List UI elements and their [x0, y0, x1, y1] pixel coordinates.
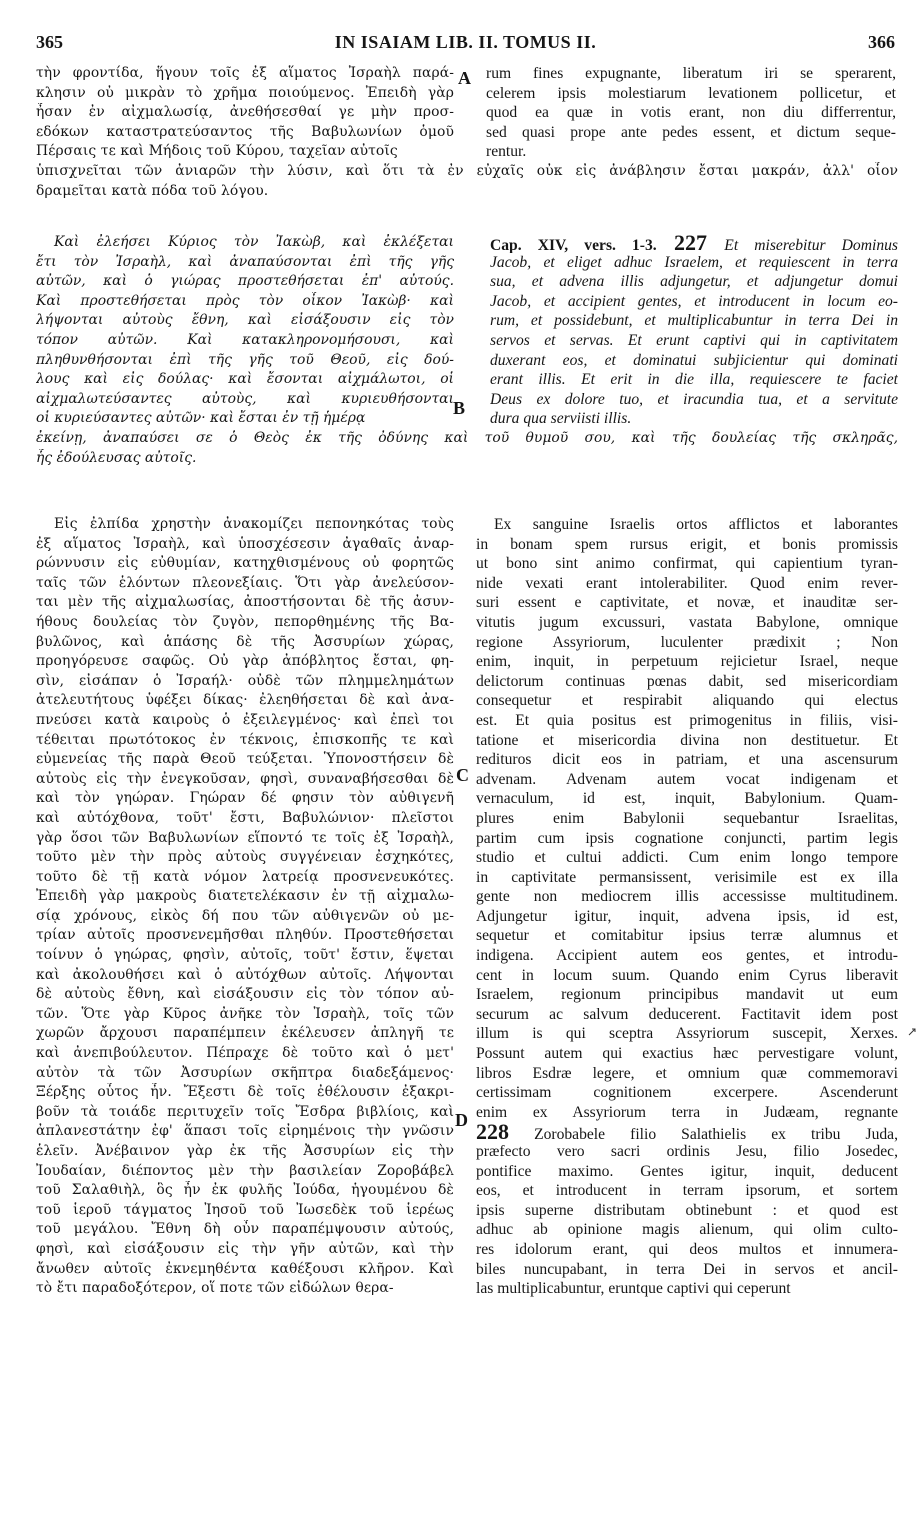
- text-line: καὶ ἀκολουθήσει καὶ ὁ αὐτόχθων αὐτοῖς. Λήψονται: [36, 966, 454, 983]
- text-line: duxerant eos, et dominatui subjicientur qui dominati: [490, 351, 898, 369]
- text-line: in bonam spem rursus erigit, et bonis promissis: [476, 535, 898, 553]
- text-line: Ex sanguine Israelis ortos afflictos et laborantes: [494, 516, 898, 533]
- text-line: delictorum continuas pœnas dabit, sed misericordiam: [476, 672, 898, 690]
- s3-latin-commentary: [476, 515, 898, 1299]
- text-line: αὐτὸν τὰ τῶν Ἀσσυρίων σκῆπτρα διαδεξάμενος·: [36, 1064, 454, 1081]
- text-line: ἐξ αἵματος Ἰσραὴλ, καὶ ὑποσχέσεσιν ἀγαθαῖς ἀναρ-: [36, 535, 454, 552]
- text-line: Jacob, et eliget adhuc Israelem, et requiescent in terra: [490, 253, 898, 271]
- text-line: βοῦν τὰ τοιάδε περιτυχεῖν τοῖς Ἔσδρα βιβλίοις, καὶ: [36, 1103, 454, 1120]
- text-line: vernaculum, id est, inquit, Babylonium. Quam-: [476, 790, 898, 808]
- page-number-right: 366: [868, 32, 895, 52]
- text-line: Deus ex dolore tuo, et iracundia tua, et a servitute: [490, 390, 898, 408]
- text-line: χωρῶν ἄρχουσι παραπέμπειν ἐκέλευσεν ἀπληγῆ τε: [36, 1025, 454, 1042]
- text-line: δραμεῖται κατὰ πόδα τοῦ λόγου.: [36, 182, 269, 199]
- text-line: αὐτῶν, καὶ ὁ γιώρας προστεθήσεται ἐπ' αὐτούς.: [36, 273, 454, 290]
- text-line: securum ac salvum deducerent. Factitavit idem post: [476, 1005, 898, 1023]
- text-line: Ἰουδαίαν, διέποντος μὲν τὴν βασιλείαν Ζοροβάβελ: [36, 1162, 454, 1179]
- text-line: γὰρ ὅσοι τῶν Βαβυλωνίων εἵποντό τε τοῖς ἐξ Ἰσραὴλ,: [36, 829, 454, 846]
- margin-marker-d: D: [455, 1110, 468, 1130]
- text-line: libros Esdræ legere, et omnium quæ commemoravi: [476, 1064, 898, 1082]
- text-line: καὶ αὐτόχθονα, τοῦτ' ἔστι, Βαβυλώνιον· πλεῖστοι: [36, 809, 454, 826]
- text-line: καὶ τὸν γηώραν. Γηώραν δέ φησιν τὸν αὐθιγενῆ: [36, 790, 454, 807]
- text-line: tatione et misericordia divina non destituetur. Et: [476, 731, 898, 749]
- text-line: Ἐπειδὴ γὰρ μακροὺς διατετελέκασιν ἐν τῇ αἰχμαλω-: [36, 888, 454, 905]
- text-line: δὲ αὐτοὺς ἔθνη, καὶ εἰσάξουσιν εἰς τὸν τόπον αὐ-: [36, 986, 454, 1003]
- text-line: λήψονται αὐτοὺς ἔθνη, καὶ εἰσάξουσιν εἰς τὸν: [36, 312, 454, 329]
- text-line: φησὶ, καὶ εἰσάξουσιν εἰς τὴν γῆν αὐτῶν, καὶ τὴν: [36, 1240, 454, 1257]
- page-ref-228: 228: [476, 1122, 509, 1142]
- text-line: τοῦτο μὲν τὴν πρὸς αὐτοὺς συγγένειαν ἐσχηκότες,: [36, 849, 454, 866]
- text-line: gente non mediocrem illis accessisse multitudinem.: [476, 888, 898, 906]
- text-line: Καὶ προστεθήσεται πρὸς τὸν οἶκον Ἰακὼβ· καὶ: [36, 292, 454, 309]
- text-line: τὴν φροντίδα, ἥγουν τοῖς ἐξ αἵματος Ἰσραὴλ παρά-: [36, 65, 454, 81]
- text-line: κλησιν οὐ μικρὰν τὸ χρῆμα ποιούμενος. Ἐπειδὴ γὰρ: [36, 84, 454, 101]
- running-header: [36, 32, 895, 56]
- text-line: celerem ipsis molestiarum levationem pollicetur, et: [486, 84, 896, 102]
- text-line: certissimam cognitionem excerpere. Ascenderunt: [476, 1084, 898, 1102]
- chapter-verse-label: Cap. XIV, vers. 1-3.: [490, 237, 657, 253]
- text-line: σίᾳ χρόνους, εἰκὸς δή που τῶν αὐθιγενῶν οὐ με-: [36, 907, 454, 924]
- text-line: αὐτοὺς εἰς τὴν ἐνεγκοῦσαν, φησὶ, συναναβήσεσθαι δὲ: [36, 770, 454, 787]
- text-line: καὶ ἀνεπιβούλευτον. Πέπραχε δὲ τοῦτο καὶ ὁ μετ': [36, 1045, 454, 1062]
- text-line: Ξέρξης οὗτος ἦν. Ἔξεστι δὲ τοῖς ἐθέλουσιν ἐξακρι-: [36, 1084, 454, 1101]
- text-line: ρώννυσιν εἰς εὐθυμίαν, κατηχθισμένους οὐ φορητῶς: [36, 555, 454, 572]
- text-line: ήθους δουλείας τὸν ζυγὸν, πεπορθημένης τῆς Βα-: [36, 613, 454, 630]
- margin-marker-b: B: [453, 398, 466, 418]
- text-line: ipsis superne distributam obtinebunt : et quod est: [476, 1201, 898, 1219]
- text-line: τοῦ Σαλαθιὴλ, ὃς ἦν ἐκ φυλῆς Ἰούδα, ἡγουμένου δὲ: [36, 1182, 454, 1199]
- text-line: præfecto vero sacri ordinis Jesu, filio Josedec,: [476, 1143, 898, 1160]
- text-line: οἱ κυριεύσαντες αὐτῶν· καὶ ἔσται ἐν τῇ ἡμέρᾳ: [36, 410, 366, 427]
- text-line: αἰχμαλωτεύσαντες αὐτοὺς, καὶ κυριευθήσονται: [36, 390, 454, 407]
- s2-latin-lemma-column: [490, 233, 898, 429]
- s2-latin-body: [490, 253, 898, 429]
- text-line: πληθυνθήσονται ἐπὶ τῆς γῆς τοῦ Θεοῦ, εἰς δού-: [36, 351, 454, 368]
- text-line: τοῦ ἱεροῦ τάγματος Ἰησοῦ τοῦ Ἰωσεδὲκ τοῦ ἱερέως: [36, 1201, 454, 1218]
- text-line: ἔτι τὸν Ἰσραὴλ, καὶ ἀναπαύσονται ἐπὶ τῆς γῆς: [36, 253, 454, 270]
- text-line: εδόκων καταστρατεύσαντος τῆς Βαβυλωνίων ὁμοῦ: [36, 123, 454, 140]
- text-line: εὐμενείας τῆς παρὰ Θεοῦ τεύξεται. Ὑπονοστήσειν δὲ: [36, 751, 454, 768]
- text-line: ὑπισχνεῖται τῶν ἀνιαρῶν τὴν λύσιν, καὶ ὅτι τὰ ἐν εὐχαῖς οὐκ εἰς ἀνάβλησιν ἔσται μακράν, ἀλλ' οἷον: [36, 163, 898, 179]
- text-line: Adjungetur igitur, inquit, advena ipsis, id est,: [476, 907, 898, 925]
- text-line: rum, et possidebunt, et multiplicabuntur in terra Dei in: [490, 312, 898, 330]
- text-line: ἀπλανεστάτην ἐφ' ἅπασι τοῖς εἰρημένοις τὴν γνῶσιν: [36, 1123, 454, 1140]
- page-number-left: 365: [36, 32, 63, 52]
- text-line: τέθειται πρωτότοκος ἐν τέκνοις, ἐπισκοπῆς τε καὶ: [36, 731, 454, 748]
- text-line: τρίαν αὐτοῖς προσνενεμῆσθαι πληθύν. Προστεθήσεται: [36, 927, 454, 944]
- text-line: adhuc ab opinione magis alienum, qui olim culto-: [476, 1221, 898, 1239]
- text-line: sed quasi prope ante pedes essent, et dictum seque-: [486, 123, 896, 141]
- text-line: πνεύσει κατὰ καιροὺς ὁ ἐξειλεγμένος· καὶ ἐπεὶ τοι: [36, 711, 454, 728]
- text-line: res idolorum erant, qui deos multos et innumera-: [476, 1240, 898, 1258]
- running-title: IN ISAIAM LIB. II. TOMUS II.: [334, 32, 597, 52]
- text-line: las multiplicabuntur, eruntque captivi qui ceperunt: [476, 1280, 791, 1298]
- text-line: Israelem, regionum principibus mandavit ut eum: [476, 986, 898, 1004]
- text-line: τοῦτο δὲ τῇ κατὰ νόμον λατρείᾳ προσνενευκότες.: [36, 868, 454, 885]
- text-line: ἐκείνῃ, ἀναπαύσει σε ὁ Θεὸς ἐκ τῆς ὀδύνης καὶ τοῦ θυμοῦ σου, καὶ τῆς δουλείας τῆς σκληρᾶς,: [36, 430, 898, 446]
- text-line: enim ex Assyriorum terra in Judæam, regnante: [476, 1103, 898, 1121]
- text-line: τοίνυν ὁ γηώρας, φησὶν, αὐτοῖς, τοῦτ' ἔστιν, ἕψεται: [36, 947, 454, 964]
- text-line: in captivitate permansissent, verisimile est ex illa: [476, 868, 898, 886]
- text-line: Πέρσαις τε καὶ Μήδοις τοῦ Κύρου, ταχεῖαν αὐτοῖς: [36, 143, 398, 160]
- text-line: biles nuncupabant, in terra Dei in servos et ancil-: [476, 1260, 898, 1278]
- s1-greek-column: [36, 64, 454, 162]
- text-line: vitutis jugum excussuri, vastata Babylone, omnique: [476, 613, 898, 631]
- text-line: rentur.: [486, 143, 527, 161]
- text-line: illum is qui sceptra Assyriorum suscepit, Xerxes.: [476, 1025, 898, 1043]
- text-line: Jacob, et accipient gentes, et introducent in locum eo-: [490, 292, 898, 310]
- text-line: ἑλεῖν. Ἀνέβαινον γὰρ ἐκ τῆς Ἀσσυρίων εἰς τὴν: [36, 1143, 454, 1159]
- text-line: τόπον αὐτῶν. Καὶ κατακληρονομήσουσι, καὶ: [36, 331, 454, 348]
- text-line: sequetur et comitabitur ipsius terræ alumnus et: [476, 927, 898, 945]
- text-line: Εἰς ἐλπίδα χρηστὴν ἀνακομίζει πεπονηκότας τοὺς: [54, 516, 454, 532]
- text-line: partim cum ipsis cognatione conjuncti, partim legis: [476, 829, 898, 847]
- text-line: Possunt autem qui exactius hæc pervestigare volunt,: [476, 1045, 898, 1063]
- s2-full-width-greek: [36, 429, 898, 468]
- text-line: προηγόρευσε σαφῶς. Οὐ γὰρ ἀπόβλητος ἔσται, φη-: [36, 653, 454, 670]
- text-line: τοῦ μεγάλου. Ἔθνη δὴ οὖν παραπέμψουσιν αὐτούς,: [36, 1221, 454, 1238]
- text-line: ἦσαν ἐν αἰχμαλωσίᾳ, ἀνεθήσεσθαί γε μὴν προσ-: [36, 104, 454, 121]
- s3-greek-commentary: [36, 515, 454, 1299]
- text-line: erant illis. Et erit in die illa, requiescere te faciet: [490, 371, 898, 389]
- text-line: eos, et introducent in terram ipsorum, et sortem: [476, 1182, 898, 1200]
- text-line: sua, et advena illis adjungetur, et adjungetur domui: [490, 273, 898, 291]
- text-line: servos et servas. Et erunt captivi qui in captivitatem: [490, 331, 898, 349]
- text-line: ἧς ἐδούλευσας αὐτοῖς.: [36, 449, 197, 466]
- cap-heading-line: [490, 233, 898, 253]
- text-line: cent in locum suum. Quando enim Cyrus liberavit: [476, 966, 898, 984]
- text-line: τῶν. Ὅτε γὰρ Κῦρος ἀνῆκε τὸν Ἰσραὴλ, τοῖς τῶν: [36, 1005, 454, 1022]
- text-line: plures enim Babylonii sequebantur Israelitas,: [476, 809, 898, 827]
- text-line: [476, 1122, 898, 1142]
- text-line: ut bono sint animo confirmat, qui capientium tyran-: [476, 555, 898, 573]
- text-line: rum fines expugnante, liberatum iri se sperarent,: [486, 65, 896, 82]
- text-line: consequetur et respirabit aliquando qui electus: [476, 692, 898, 710]
- text-line: τὸ ἔτι παραδοξότερον, οἵ ποτε τῶν εἰδώλων θερα-: [36, 1280, 394, 1297]
- text-line: λους καὶ εἰς δούλας· καὶ ἔσονται αἰχμάλωτοι, οἱ: [36, 371, 454, 388]
- margin-marker-c: C: [456, 765, 469, 785]
- page-ref-227: 227: [674, 233, 707, 253]
- text-line: ταῖς τῶν ἑλόντων πλεονεξίαις. Ὅτι γὰρ ἀνελεύσον-: [36, 574, 454, 591]
- margin-marker-a: A: [458, 68, 471, 88]
- cap-heading-text: Et miserebitur Dominus: [724, 237, 898, 253]
- text-line: indigena. Accipient autem eos gentes, et introdu-: [476, 947, 898, 965]
- s1-full-width-greek: [36, 162, 898, 201]
- text-line: quod ea quæ in votis erant, non diu differrentur,: [486, 104, 896, 122]
- text-line: Καὶ ἐλεήσει Κύριος τὸν Ἰακὼβ, καὶ ἐκλέξεται: [54, 234, 454, 250]
- text-line: dura qua serviisti illis.: [490, 410, 632, 428]
- text-line-rest: Zorobabele filio Salathielis ex tribu Juda,: [534, 1126, 898, 1142]
- text-line: ται μὲν τῆς αἰχμαλωσίας, ἀποστήσονται δὲ τῆς ἀσυν-: [36, 594, 454, 611]
- s1-latin-column: [486, 64, 896, 162]
- text-line: suri essent e captivitate, et novæ, et inauditæ ser-: [476, 594, 898, 612]
- text-line: est. Et quia positus est primogenitus in filiis, visi-: [476, 711, 898, 729]
- text-line: ἄνωθεν αὐτοῖς ἐκνεμηθέντα καθέξουσι κλῆρον. Καὶ: [36, 1260, 454, 1277]
- text-line: advenam. Advenam autem vocat indigenam et: [476, 770, 898, 788]
- text-line: redituros dicit eos in patriam, et una ascensurum: [476, 751, 898, 769]
- text-line: nide vexati erant intolerabiliter. Quod enim rever-: [476, 574, 898, 592]
- text-line: σὶν, εἰσάπαν ὁ Ἰσραήλ· οὐδὲ τῶν πλημμελημάτων: [36, 672, 454, 689]
- text-line: pontifice maximo. Gentes igitur, inquit, deducent: [476, 1162, 898, 1180]
- margin-tick-mark: [908, 1028, 916, 1036]
- text-line: studio et cultui addicti. Cum enim longo tempore: [476, 849, 898, 867]
- text-line: βυλῶνος, καὶ ἁπάσης δὲ τῆς Ἀσσυρίων χώρας,: [36, 633, 454, 650]
- text-line: regione Assyriorum, luculenter prædixit ; Non: [476, 633, 898, 651]
- text-line: enim, inquit, in perpetuum rejicietur Israel, neque: [476, 653, 898, 671]
- s2-greek-lemma-column: [36, 233, 454, 429]
- text-line: ἀτελευτήτους ὑφέξει δίκας· ἐλεηθήσεται δὲ καὶ ἀνα-: [36, 692, 454, 709]
